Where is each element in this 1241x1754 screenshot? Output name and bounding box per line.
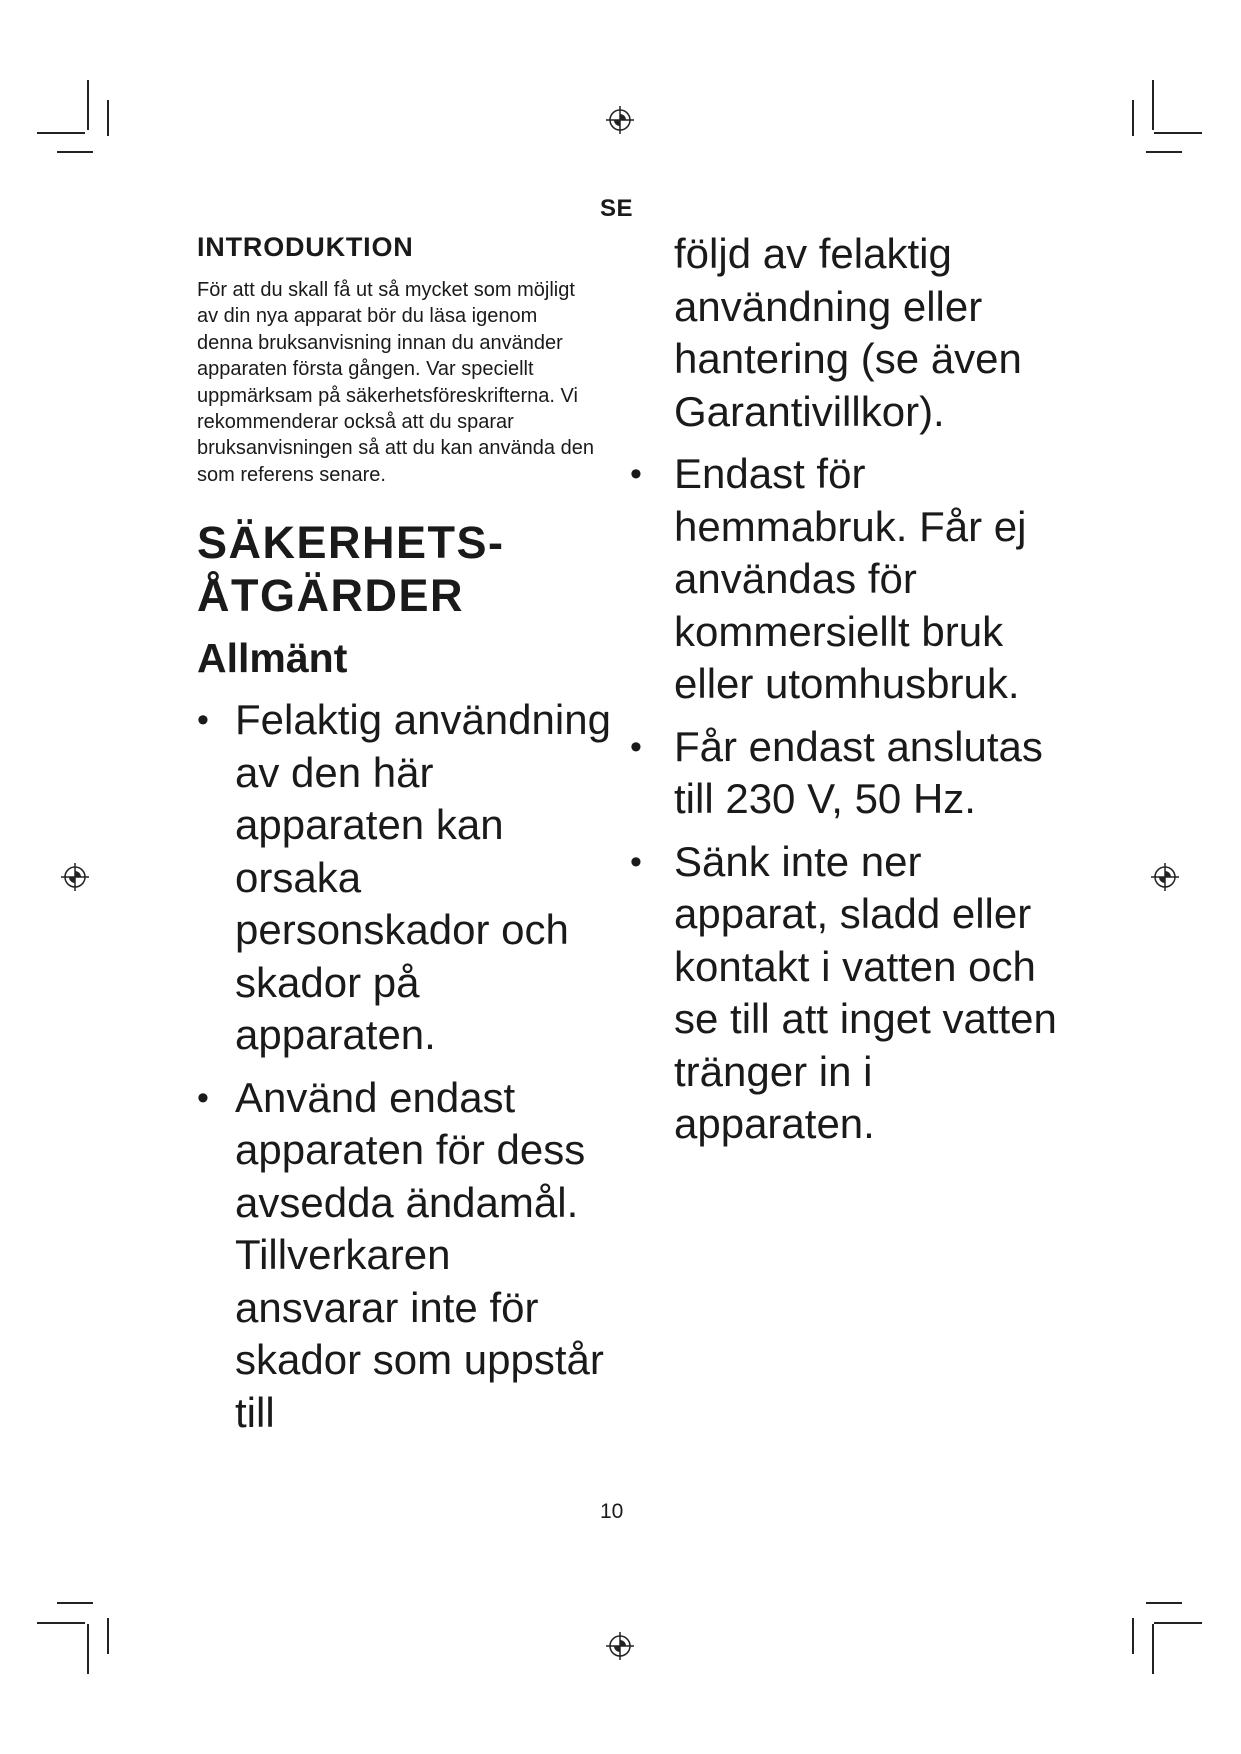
bullet-icon: • [630,455,642,493]
crop-mark [1146,151,1182,153]
registration-mark-icon [60,862,90,892]
page-number: 10 [600,1500,624,1523]
safety-subheading: Allmänt [197,635,348,682]
list-item [630,721,1070,826]
safety-list-left [197,694,617,1439]
registration-mark-icon [605,105,635,135]
crop-mark [1154,132,1202,134]
list-item-text: Endast för hemmabruk. Får ej användas för kommersiellt bruk eller utomhusbruk. [674,450,1027,707]
crop-mark [87,80,89,130]
safety-heading: SÄKERHETS- ÅTGÄRDER [197,517,505,622]
crop-mark [1152,80,1154,130]
bullet-icon: • [197,701,209,740]
crop-mark [107,1618,109,1654]
registration-mark-icon [605,1631,635,1661]
bullet-icon: • [197,1078,209,1117]
crop-mark [37,1622,85,1624]
crop-mark [57,151,93,153]
list-item [197,694,617,1062]
list-item [630,448,1070,711]
crop-mark [57,1602,93,1604]
registration-mark-icon [1150,862,1180,892]
list-item [630,836,1070,1151]
list-item-text: Sänk inte ner apparat, sladd eller kontakt i vatten och se till att inget vatten tränger in i apparaten. [674,837,1057,1147]
intro-heading: INTRODUKTION [197,232,414,262]
right-column [630,228,1070,1161]
list-item-text: Får endast anslutas till 230 V, 50 Hz. [674,722,1043,822]
crop-mark [107,100,109,136]
crop-mark [1152,1624,1154,1674]
crop-mark [87,1624,89,1674]
intro-text: För att du skall få ut så mycket som möjligt av din nya apparat bör du läsa igenom denna bruksanvisning innan du använder apparaten första gången. Var speciellt uppmärksam på säkerhetsföreskrifterna. Vi rekommenderar också att du sparar bruksanvisningen så att du kan använda den som referens senare. [197,279,594,486]
crop-mark [37,132,85,134]
left-column [197,232,617,1449]
list-item [197,1072,617,1440]
safety-list-right [630,448,1070,1151]
bullet-icon: • [630,842,642,881]
crop-mark [1146,1602,1182,1604]
crop-mark [1132,1618,1134,1654]
list-item-text: Felaktig användning av den här apparaten kan orsaka personskador och skador på apparaten. [235,696,611,1059]
bullet-icon: • [630,727,642,766]
list-item-text: Använd endast apparaten för dess avsedda ändamål. Tillverkaren ansvarar inte för skador som uppstår till [235,1073,604,1436]
language-code: SE [600,195,634,222]
list-item-continuation: följd av felaktig användning eller hantering (se även Garantivillkor). [674,230,1022,435]
crop-mark [1154,1622,1202,1624]
crop-mark [1132,100,1134,136]
